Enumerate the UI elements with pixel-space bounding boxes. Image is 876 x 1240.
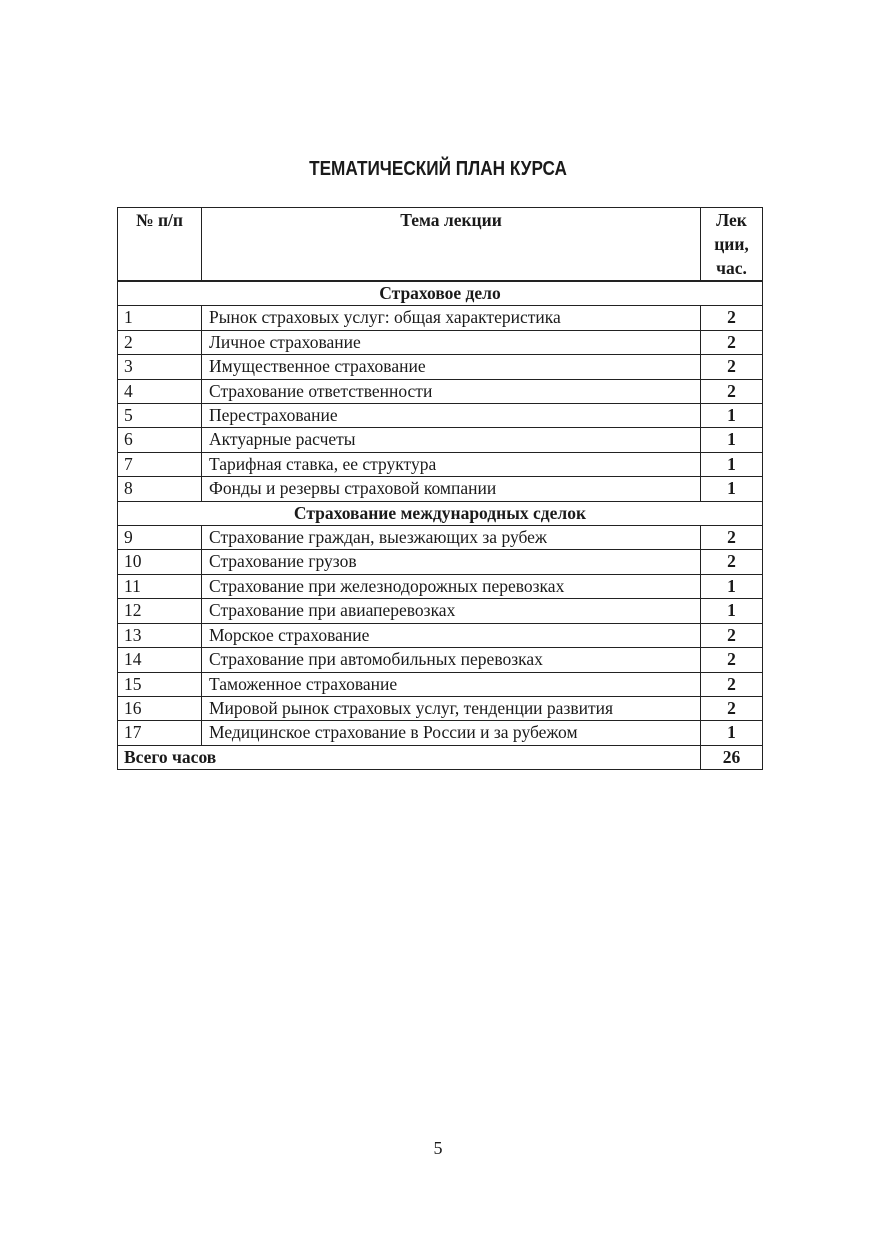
table-header <box>118 208 763 282</box>
row-hours: 2 <box>701 379 763 403</box>
row-num: 8 <box>118 477 202 501</box>
table-row <box>118 477 763 501</box>
header-hours-line2: ции, <box>714 234 749 254</box>
row-num: 2 <box>118 330 202 354</box>
row-hours: 2 <box>701 355 763 379</box>
table-row <box>118 452 763 476</box>
header-row <box>118 208 763 282</box>
table-row <box>118 526 763 550</box>
table-row <box>118 623 763 647</box>
header-hours-line3: час. <box>716 258 747 278</box>
row-topic: Рынок страховых услуг: общая характеристика <box>202 306 701 330</box>
table-row <box>118 428 763 452</box>
table-row <box>118 599 763 623</box>
row-num: 14 <box>118 648 202 672</box>
table-row <box>118 306 763 330</box>
section-row <box>118 501 763 525</box>
row-num: 7 <box>118 452 202 476</box>
row-topic: Фонды и резервы страховой компании <box>202 477 701 501</box>
row-hours: 2 <box>701 330 763 354</box>
row-hours: 1 <box>701 721 763 745</box>
table-body <box>118 281 763 745</box>
section-title: Страхование международных сделок <box>118 501 763 525</box>
section-title: Страховое дело <box>118 281 763 306</box>
row-topic: Медицинское страхование в России и за рубежом <box>202 721 701 745</box>
thematic-plan-table <box>117 207 763 770</box>
row-hours: 1 <box>701 599 763 623</box>
table-row <box>118 355 763 379</box>
row-topic: Личное страхование <box>202 330 701 354</box>
row-topic: Морское страхование <box>202 623 701 647</box>
row-hours: 1 <box>701 477 763 501</box>
row-topic: Страхование грузов <box>202 550 701 574</box>
row-topic: Страхование при автомобильных перевозках <box>202 648 701 672</box>
table-footer <box>118 745 763 769</box>
row-hours: 2 <box>701 672 763 696</box>
row-num: 10 <box>118 550 202 574</box>
row-num: 1 <box>118 306 202 330</box>
row-num: 16 <box>118 696 202 720</box>
row-num: 6 <box>118 428 202 452</box>
table-row <box>118 379 763 403</box>
row-num: 12 <box>118 599 202 623</box>
row-topic: Мировой рынок страховых услуг, тенденции развития <box>202 696 701 720</box>
row-num: 9 <box>118 526 202 550</box>
total-label: Всего часов <box>118 745 701 769</box>
row-topic: Тарифная ставка, ее структура <box>202 452 701 476</box>
table-row <box>118 550 763 574</box>
section-row <box>118 281 763 306</box>
page-title: ТЕМАТИЧЕСКИЙ ПЛАН КУРСА <box>309 158 567 180</box>
row-topic: Перестрахование <box>202 404 701 428</box>
row-hours: 1 <box>701 574 763 598</box>
table-row <box>118 574 763 598</box>
row-num: 13 <box>118 623 202 647</box>
row-hours: 2 <box>701 550 763 574</box>
row-hours: 2 <box>701 526 763 550</box>
row-topic: Имущественное страхование <box>202 355 701 379</box>
table-row <box>118 672 763 696</box>
row-num: 3 <box>118 355 202 379</box>
row-hours: 2 <box>701 623 763 647</box>
header-hours <box>701 208 763 282</box>
row-topic: Страхование граждан, выезжающих за рубеж <box>202 526 701 550</box>
row-hours: 2 <box>701 306 763 330</box>
row-num: 11 <box>118 574 202 598</box>
header-topic: Тема лекции <box>202 208 701 282</box>
table-row <box>118 330 763 354</box>
row-hours: 2 <box>701 696 763 720</box>
row-num: 17 <box>118 721 202 745</box>
row-topic: Актуарные расчеты <box>202 428 701 452</box>
row-num: 5 <box>118 404 202 428</box>
total-row <box>118 745 763 769</box>
row-topic: Страхование при авиаперевозках <box>202 599 701 623</box>
header-hours-line1: Лек <box>716 210 747 230</box>
header-num: № п/п <box>118 208 202 282</box>
row-hours: 2 <box>701 648 763 672</box>
row-num: 15 <box>118 672 202 696</box>
row-hours: 1 <box>701 428 763 452</box>
table-row <box>118 721 763 745</box>
row-hours: 1 <box>701 404 763 428</box>
table-row <box>118 404 763 428</box>
row-topic: Страхование ответственности <box>202 379 701 403</box>
table-row <box>118 648 763 672</box>
page-number: 5 <box>433 1138 443 1158</box>
row-num: 4 <box>118 379 202 403</box>
row-topic: Таможенное страхование <box>202 672 701 696</box>
row-hours: 1 <box>701 452 763 476</box>
row-topic: Страхование при железнодорожных перевозках <box>202 574 701 598</box>
table-row <box>118 696 763 720</box>
total-hours: 26 <box>701 745 763 769</box>
